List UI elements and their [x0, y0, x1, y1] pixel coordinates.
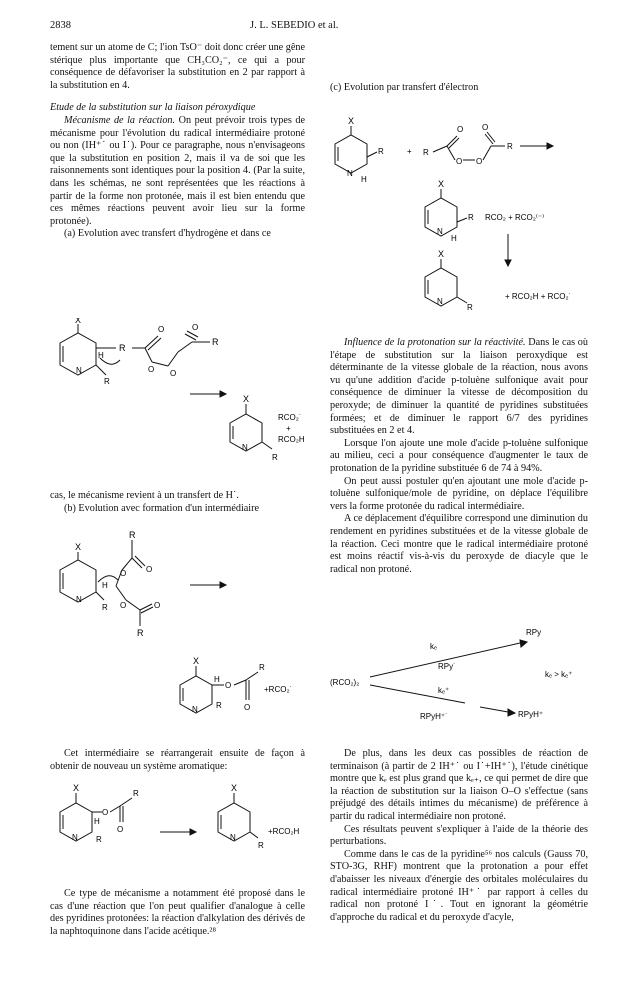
label-rpy: RPy — [526, 628, 542, 637]
kinetic-scheme — [330, 625, 600, 735]
right-item-c — [330, 82, 585, 95]
label-x: X — [438, 179, 445, 189]
label-r: R — [102, 603, 108, 612]
label-n: N — [76, 366, 82, 375]
label-o: O — [482, 123, 489, 132]
label-x: X — [348, 116, 355, 126]
label-r: R — [133, 789, 139, 798]
scheme-c — [325, 112, 615, 327]
label-h: H — [214, 675, 220, 684]
label-x: X — [438, 249, 445, 259]
label-o: O — [456, 157, 463, 166]
label-o: O — [192, 323, 199, 332]
label-r: R — [259, 663, 265, 672]
left-column-mid — [50, 490, 305, 515]
left-column-rearr — [50, 748, 305, 773]
label-r: R — [96, 835, 102, 844]
label-rpyh-plus: RPyH⁺˙ — [420, 712, 448, 721]
page-number: 2838 — [50, 20, 71, 31]
label-rco2: RCO₂˙ — [278, 413, 302, 422]
label-rpyh-final: RPyH⁺ — [518, 710, 544, 719]
label-x: X — [73, 783, 80, 793]
influence-text: Dans le cas où l'étape de substitution sur la liaison peroxydique est déterminante de la vitesse globale de la réaction, nous avons vu qu'une addition d'acide p-toluène sulfonique avait pour conséquence de diminuer la vitesse de décomposition du peroxyde; de diminuer la quantité de pyridines substituées formées; et de diminuer le rapport 6/7 des pyridines substituées en 2 et 4. — [330, 337, 588, 437]
label-r: R — [212, 337, 219, 347]
label-h: H — [451, 234, 457, 243]
label-n: N — [437, 227, 443, 236]
label-ke: kₑ — [430, 642, 437, 651]
label-r: R — [258, 841, 264, 850]
label-n: N — [72, 833, 78, 842]
label-r: R — [507, 142, 513, 151]
label-h: H — [94, 817, 100, 826]
label-r: R — [378, 147, 384, 156]
label-n: N — [242, 443, 248, 452]
item-a: (a) Evolution avec transfert d'hydrogène et dans ce — [64, 228, 271, 240]
label-o: O — [120, 601, 127, 610]
label-rpy-dot: RPy˙ — [438, 662, 456, 671]
label-r: R — [129, 530, 136, 540]
label-o: O — [170, 369, 177, 378]
label-r: R — [468, 213, 474, 222]
paragraph-5: De plus, dans les deux cas possibles de réaction de terminaison (à partir de 2 IH⁺˙ ou I˙+IH⁺˙), l'étude cinétique montre que kₑ est plus grand que kₑ₊, ce qui permet de dire que la réaction de substitution sur la liaison O–O s'effectue (sans préjudgé des détails intimes du mécanisme) de préférence à partir du radical intermédiaire non protoné. — [330, 748, 588, 822]
label-r: R — [119, 343, 126, 353]
label-plus-rco2: +RCO₂˙ — [264, 685, 293, 694]
item-b: (b) Evolution avec formation d'un intermédiaire — [64, 502, 260, 514]
label-o: O — [154, 601, 161, 610]
label-h: H — [361, 175, 367, 184]
label-r: R — [467, 303, 473, 312]
label-o: O — [244, 703, 251, 712]
mechanism-text: On peut prévoir trois types de mécanisme pour l'évolution du radical intermédiaire protoné ou non (IH⁺˙ ou I˙). Pour ce paragraphe, nous n'envisageons que la substitution en position 2, mais il va de soi que les raisonnements sont identiques pour la position 4. (Par la suite, dans les schémas, ne sont représentées que les réactions à partir de la forme non protonée, mais il est bien entendu que ces mêmes réactions peuvent avoir lieu sur la forme protonée). — [50, 114, 305, 227]
influence-lead: Influence de la protonation sur la réactivité. — [344, 337, 526, 348]
label-o: O — [120, 569, 127, 578]
label-r: R — [137, 628, 144, 638]
label-n: N — [347, 169, 353, 178]
label-h: H — [98, 351, 104, 360]
label-plus: + — [407, 147, 412, 156]
label-n: N — [437, 297, 443, 306]
influence-paragraph — [330, 337, 588, 438]
label-o: O — [476, 157, 483, 166]
scheme-rearrangement — [40, 782, 320, 877]
rearrangement-text: Cet intermédiaire se réarrangerait ensuite de façon à obtenir de nouveau un système aromatique: — [50, 748, 305, 772]
label-r: R — [216, 701, 222, 710]
cas-line: cas, le mécanisme revient à un transfert de H˙. — [50, 490, 239, 501]
label-x: X — [75, 542, 82, 552]
label-o: O — [457, 125, 464, 134]
label-x: X — [231, 783, 238, 793]
intro-paragraph: tement sur un atome de C; l'ion TsO⁻ doit donc créer une gêne stérique plus importante que CH₃CO₂⁻, ce qui a pour conséquence de défavoriser la substitution en 2 par rapport à la substitution en 4. — [50, 42, 305, 91]
mechanism-paragraph — [50, 115, 305, 228]
scheme-a — [40, 318, 320, 483]
label-ratio: kₑ > kₑ⁺ — [545, 670, 573, 679]
right-column-bottom — [330, 748, 588, 924]
label-o: O — [225, 681, 232, 690]
scheme-b — [40, 530, 320, 730]
paragraph-7: Comme dans le cas de la pyridine⁵⁶ nos calculs (Gauss 70, STO-3G, RHF) montrent que la protonation a pour effet d'abaisser les niveaux d'énergie des orbitales moléculaires du radical intermédiaire protoné IH⁺˙ par rapport à celles du radical non protoné I˙. Tout en ignorant la géométrie d'approche du radical et du peroxyde d'acyle, — [330, 848, 588, 923]
label-r: R — [272, 453, 278, 462]
label-o: O — [117, 825, 124, 834]
label-rco2h: RCO₂H — [278, 435, 305, 444]
closing-paragraph: Ce type de mécanisme a notamment été proposé dans le cas d'une réaction que l'on peut qualifier d'analogue à celle des pyridines protonées: la réaction d'alkylation des dérivés de la naphtoquinone dans l'acide acétique.²⁸ — [50, 888, 305, 937]
label-r: R — [104, 377, 110, 386]
label-n: N — [76, 595, 82, 604]
label-rco2-pair: RCO₂ + RCO₂⁽⁻⁾ — [485, 213, 545, 222]
label-o: O — [102, 808, 109, 817]
label-h: H — [102, 581, 108, 590]
left-column-bottom — [50, 888, 305, 938]
label-o: O — [148, 365, 155, 374]
label-o: O — [146, 565, 153, 574]
right-column-text — [330, 337, 588, 576]
label-n: N — [192, 705, 198, 714]
paragraph-2: Lorsque l'on ajoute une mole d'acide p-toluène sulfonique au milieu, ceci a pour conséquence d'augmenter le taux de protonation de la pyridine substituée 6 de 74 à 94%. — [330, 437, 588, 474]
label-rco2-2: (RCO₂)₂ — [330, 678, 360, 687]
mechanism-lead: Mécanisme de la réaction. — [64, 114, 176, 126]
item-c: (c) Evolution par transfert d'électron — [330, 82, 479, 93]
label-ke-plus: kₑ⁺ — [438, 686, 450, 695]
paragraph-3: On peut aussi postuler qu'en ajoutant une mole d'acide p-toluène sulfonique/mole de pyridine, on déplace l'équilibre vers la forme protonée du radical intermédiaire. — [330, 475, 588, 512]
label-plus-rco2h: +RCO₂H — [268, 827, 300, 836]
label-x: X — [193, 656, 200, 666]
label-r: R — [423, 148, 429, 157]
label-n: N — [230, 833, 236, 842]
section-title: Etude de la substitution sur la liaison péroxydique — [50, 102, 256, 114]
label-rco2h-rco2: + RCO₂H + RCO₂˙ — [505, 292, 572, 301]
running-title: J. L. SEBEDIO et al. — [250, 20, 339, 31]
label-o: O — [158, 325, 165, 334]
label-x: X — [75, 318, 82, 325]
left-column-top — [50, 42, 305, 241]
label-plus: + — [286, 424, 291, 433]
label-x: X — [243, 394, 250, 404]
paragraph-6: Ces résultats peuvent s'expliquer à l'aide de la théorie des perturbations. — [330, 823, 588, 848]
paragraph-4: A ce déplacement d'équilibre correspond une diminution du rendement en pyridines substituées et de la vitesse globale de la réaction. Ceci montre que le radical intermédiaire protoné est moins réactif vis-à-vis du peroxyde de diacyle que le radical non protoné. — [330, 513, 588, 575]
